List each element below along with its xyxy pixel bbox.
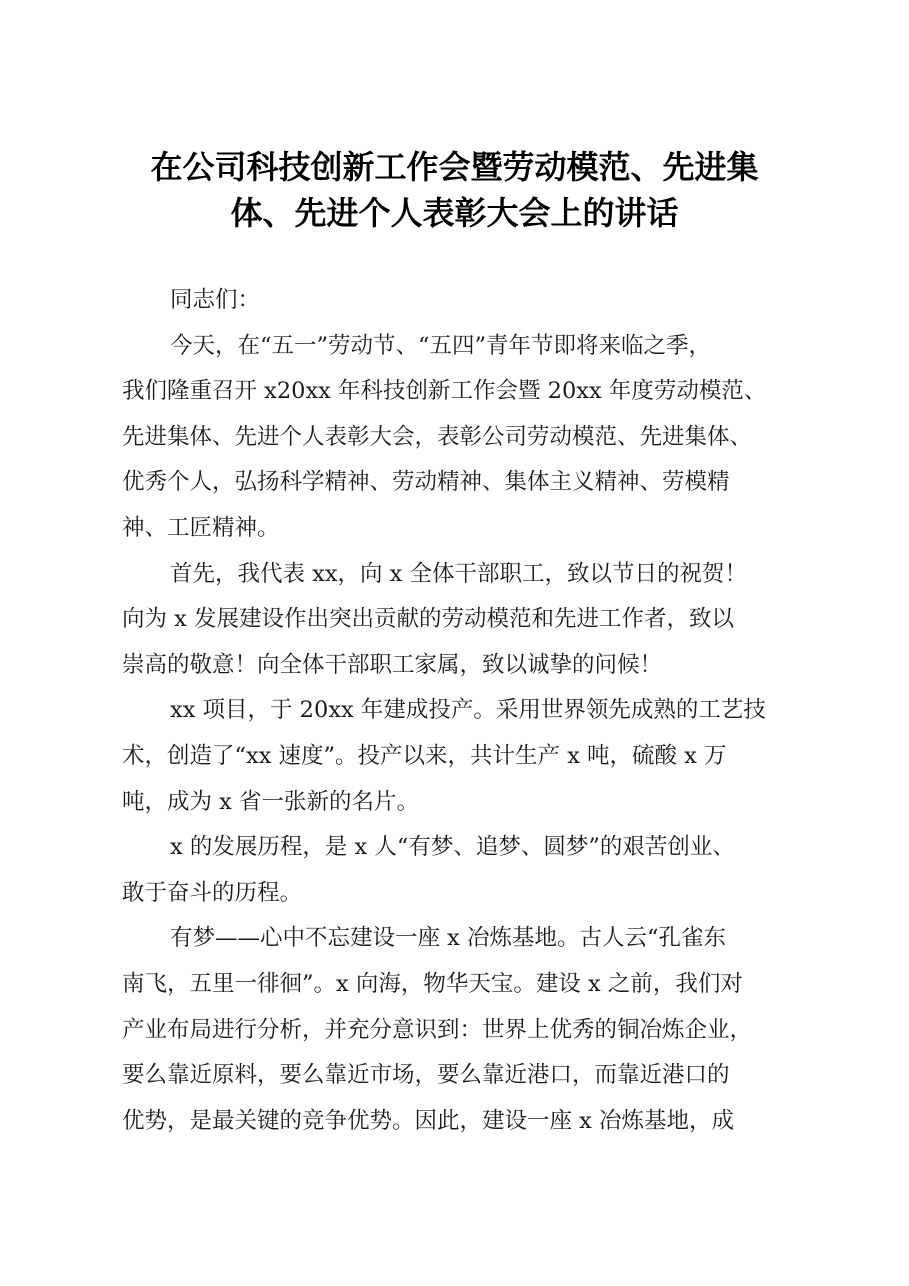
paragraph-line: 优秀个人，弘扬科学精神、劳动精神、集体主义精神、劳模精 <box>122 469 730 496</box>
paragraph-line: 敢于奋斗的历程。 <box>122 879 303 906</box>
paragraph-line: 有梦——心中不忘建设一座 x 冶炼基地。古人云“孔雀东 <box>170 925 726 952</box>
paragraph-line: 南飞，五里一徘徊”。x 向海，物华天宝。建设 x 之前，我们对 <box>122 970 743 997</box>
salutation: 同志们： <box>170 287 261 313</box>
document-title <box>120 144 789 236</box>
paragraph-line: x 的发展历程，是 x 人“有梦、追梦、圆梦”的艰苦创业、 <box>170 834 735 861</box>
document-body <box>122 278 802 1144</box>
paragraph-line: 今天，在“五一”劳动节、“五四”青年节即将来临之季， <box>170 332 712 359</box>
paragraph-line: 我们隆重召开 x20xx 年科技创新工作会暨 20xx 年度劳动模范、 <box>122 378 767 405</box>
title-line: 体、先进个人表彰大会上的讲话 <box>230 194 679 232</box>
paragraph-line: 术，创造了“xx 速度”。投产以来，共计生产 x 吨，硫酸 x 万 <box>122 742 727 769</box>
paragraph-line: 神、工匠精神。 <box>122 514 280 541</box>
paragraph-line: 要么靠近原料，要么靠近市场，要么靠近港口，而靠近港口的 <box>122 1062 730 1089</box>
paragraph-line: 崇高的敬意！向全体干部职工家属，致以诚挚的问候！ <box>122 651 663 678</box>
paragraph-line: 向为 x 发展建设作出突出贡献的劳动模范和先进工作者，致以 <box>122 606 734 633</box>
title-line: 在公司科技创新工作会暨劳动模范、先进集 <box>150 148 759 186</box>
paragraph-line: 优势，是最关键的竞争优势。因此，建设一座 x 冶炼基地，成 <box>122 1107 734 1134</box>
paragraph-line: 先进集体、先进个人表彰大会，表彰公司劳动模范、先进集体、 <box>122 423 753 450</box>
paragraph-line: 吨，成为 x 省一张新的名片。 <box>122 788 419 815</box>
paragraph-line: 首先，我代表 xx，向 x 全体干部职工，致以节日的祝贺！ <box>170 560 748 587</box>
paragraph-line: xx 项目，于 20xx 年建成投产。采用世界领先成熟的工艺技 <box>170 697 766 724</box>
paragraph-line: 产业布局进行分析，并充分意识到：世界上优秀的铜冶炼企业， <box>122 1016 753 1043</box>
